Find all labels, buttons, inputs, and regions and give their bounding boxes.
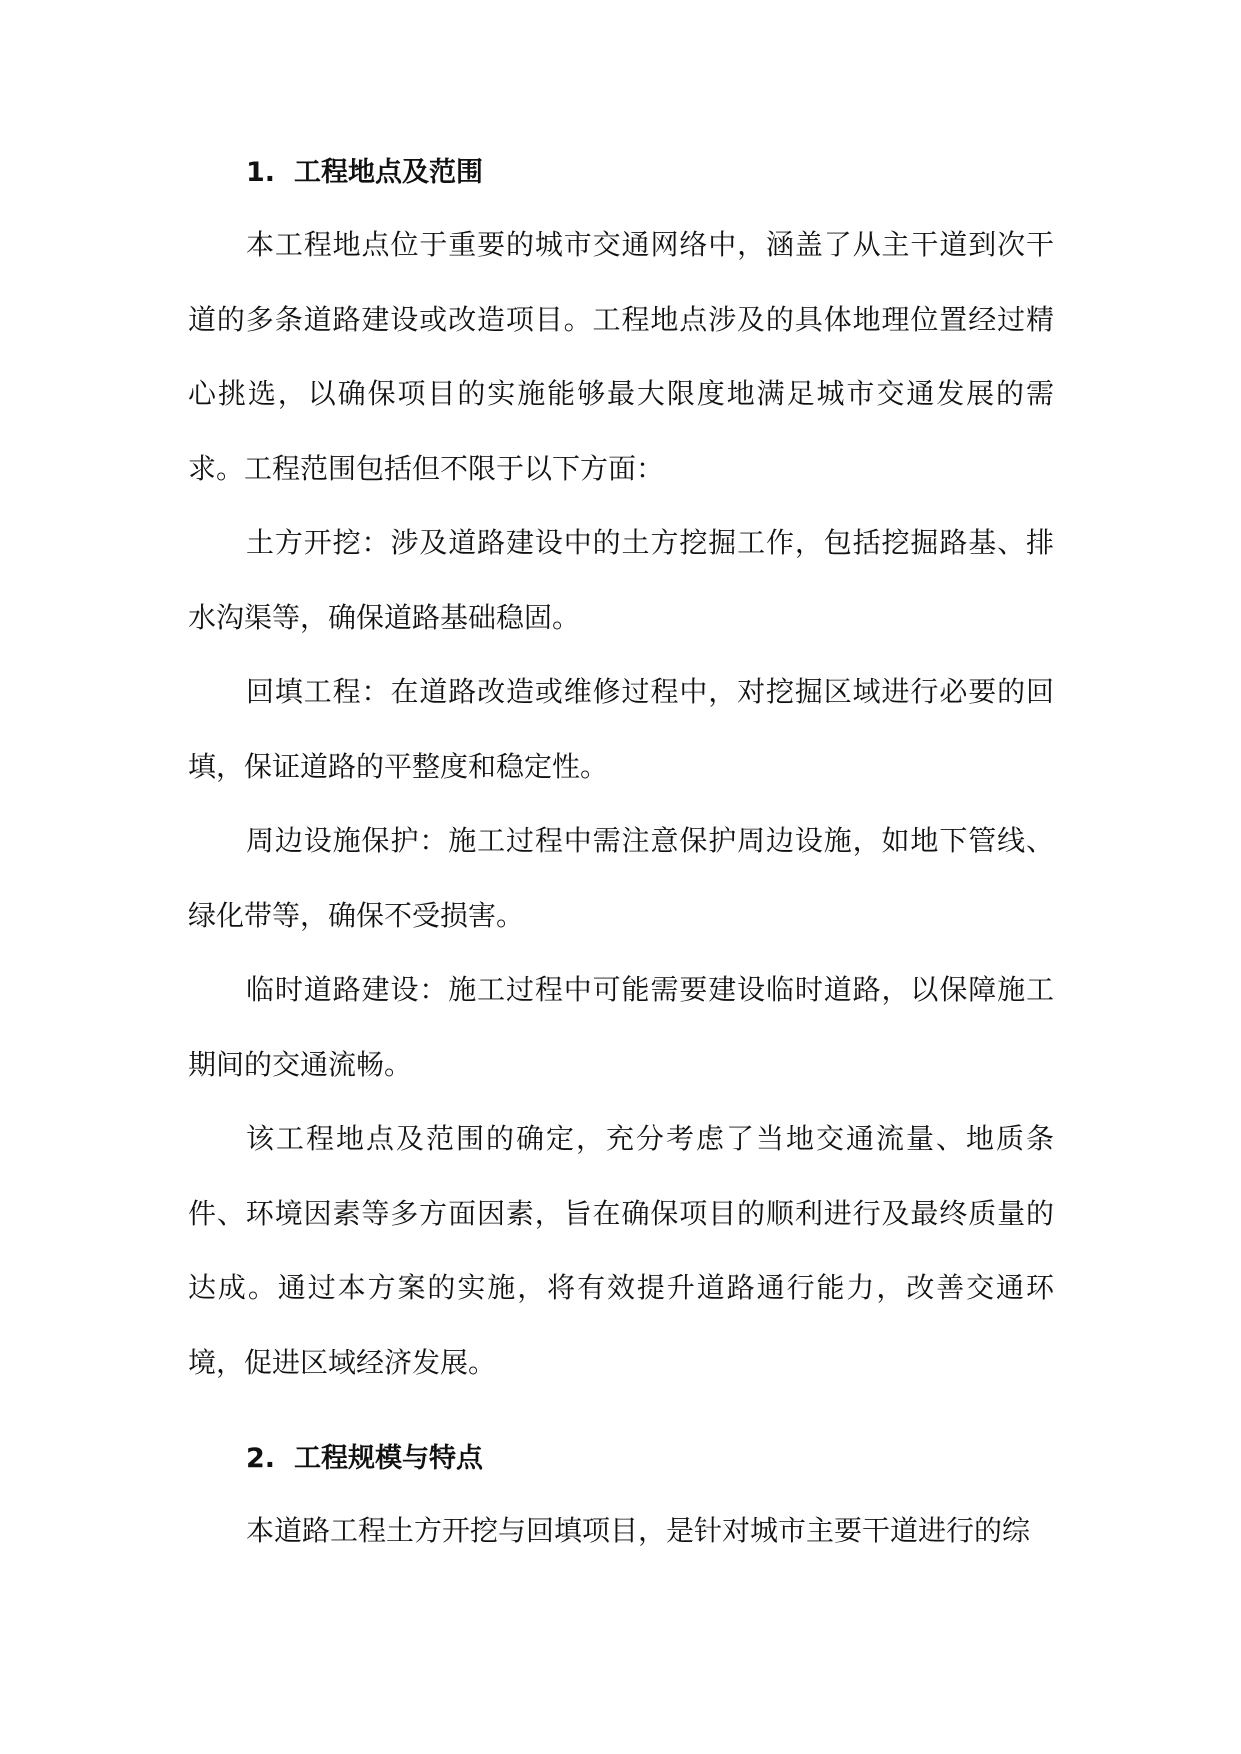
- section-2-number: 2.: [246, 1443, 276, 1474]
- section-1-heading: [188, 140, 1054, 206]
- section-1-paragraph-6: 该工程地点及范围的确定，充分考虑了当地交通流量、地质条件、环境因素等多方面因素，旨在确保项目的顺利进行及最终质量的达成。通过本方案的实施，将有效提升道路通行能力，改善交通环境，促进区域经济发展。: [188, 1122, 1054, 1379]
- section-1-paragraph-4: 周边设施保护：施工过程中需注意保护周边设施，如地下管线、绿化带等，确保不受损害。: [188, 824, 1054, 932]
- document-body: [188, 140, 1054, 1569]
- section-1-paragraph-5: 临时道路建设：施工过程中可能需要建设临时道路，以保障施工期间的交通流畅。: [188, 973, 1054, 1081]
- section-2-heading: [188, 1426, 1054, 1492]
- section-1-title: 工程地点及范围: [294, 157, 483, 188]
- section-2-paragraph-1: 本道路工程土方开挖与回填项目，是针对城市主要干道进行的综: [246, 1514, 1031, 1547]
- section-spacer: [188, 1400, 1054, 1426]
- section-1-paragraph-2: 土方开挖：涉及道路建设中的土方挖掘工作，包括挖掘路基、排水沟渠等，确保道路基础稳固。: [188, 526, 1054, 634]
- section-1-paragraph-3: 回填工程：在道路改造或维修过程中，对挖掘区域进行必要的回填，保证道路的平整度和稳定性。: [188, 675, 1054, 783]
- section-1-paragraph-1: 本工程地点位于重要的城市交通网络中，涵盖了从主干道到次干道的多条道路建设或改造项目。工程地点涉及的具体地理位置经过精心挑选，以确保项目的实施能够最大限度地满足城市交通发展的需求。工程范围包括但不限于以下方面：: [188, 228, 1054, 485]
- section-1-number: 1.: [246, 157, 276, 188]
- section-2-title: 工程规模与特点: [294, 1443, 483, 1474]
